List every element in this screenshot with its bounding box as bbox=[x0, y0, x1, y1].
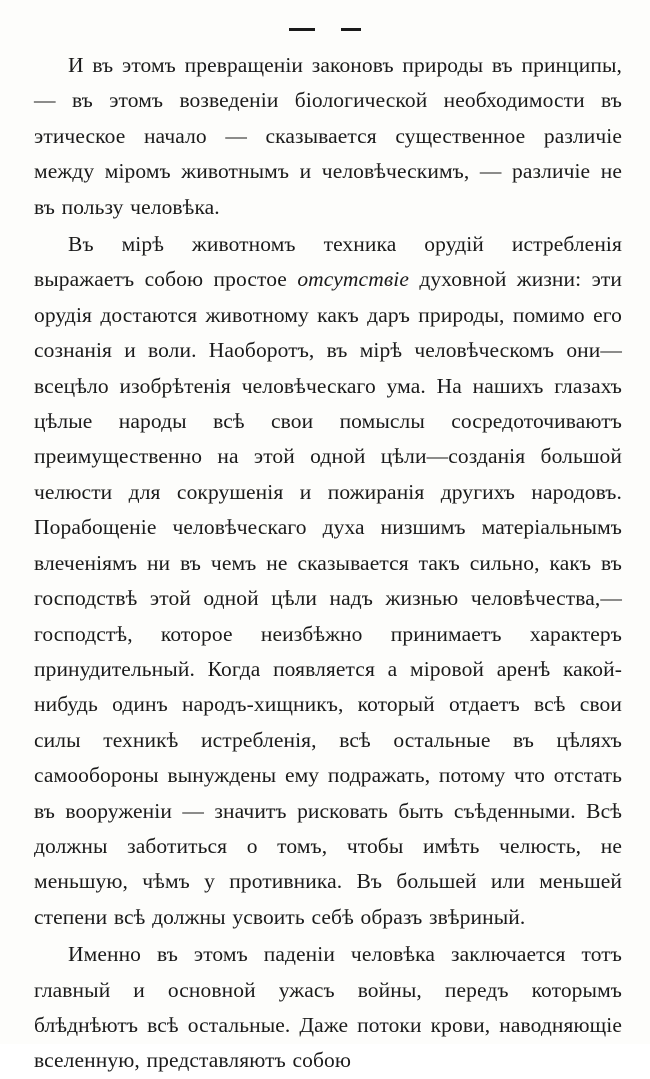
paragraph: И въ этомъ превращенiи законовъ природы въ принципы, — въ этомъ возведенiи бiологической необходимости въ этическое начало — сказывается существенное различiе между мiромъ животнымъ и человѣческимъ, — различiе не въ пользу человѣка. bbox=[34, 53, 622, 219]
paragraph-text-segment: духовной жизни: эти орудiя достаются животному какъ даръ природы, помимо его сознанiя и воли. Наоборотъ, въ мiрѣ человѣческомъ они—всецѣло изобрѣтенiя человѣческаго ума. На нашихъ глазахъ цѣлые народы всѣ свои помыслы сосредоточиваютъ преимущественно на этой одной цѣли—созданiя большой челюсти для сокрушенiя и пожиранiя другихъ народовъ. Порабощенiе человѣческаго духа низшимъ матерiальнымъ влеченiямъ ни въ чемъ не сказывается такъ сильно, какъ въ господствѣ этой одной цѣли надъ жизнью человѣчества,—господстѣ, которое неизбѣжно принимаетъ характеръ принудительный. Когда появляется а мiровой аренѣ какой-нибудь одинъ народъ-хищникъ, который отдаетъ всѣ свои силы техникѣ истребленiя, всѣ остальные въ цѣляхъ самообороны вынуждены ему подражать, потому что отстать въ вооруженiи — значитъ рисковать быть съѣденными. Всѣ должны заботиться о томъ, чтобы имѣть челюсть, не меньшую, чѣмъ у противника. Въ большей или меньшей степени всѣ должны усвоить себѣ образъ звѣриный. bbox=[34, 267, 622, 929]
paragraph bbox=[34, 227, 622, 935]
page-body bbox=[34, 48, 622, 1079]
dash-icon bbox=[341, 28, 361, 31]
page-header-ornament bbox=[0, 22, 650, 36]
paragraph-text-segment: Въ мiрѣ животномъ техника орудiй истребленiя выражаетъ собою простое bbox=[34, 232, 622, 292]
paragraph: Именно въ этомъ паденiи человѣка заключается тотъ главный и основной ужасъ войны, передъ которымъ блѣднѣютъ всѣ остальные. Даже потоки крови, наводняющiе вселенную, представляютъ собою bbox=[34, 942, 622, 1073]
dash-icon bbox=[289, 28, 315, 31]
emphasized-word: отсутствiе bbox=[297, 267, 409, 292]
